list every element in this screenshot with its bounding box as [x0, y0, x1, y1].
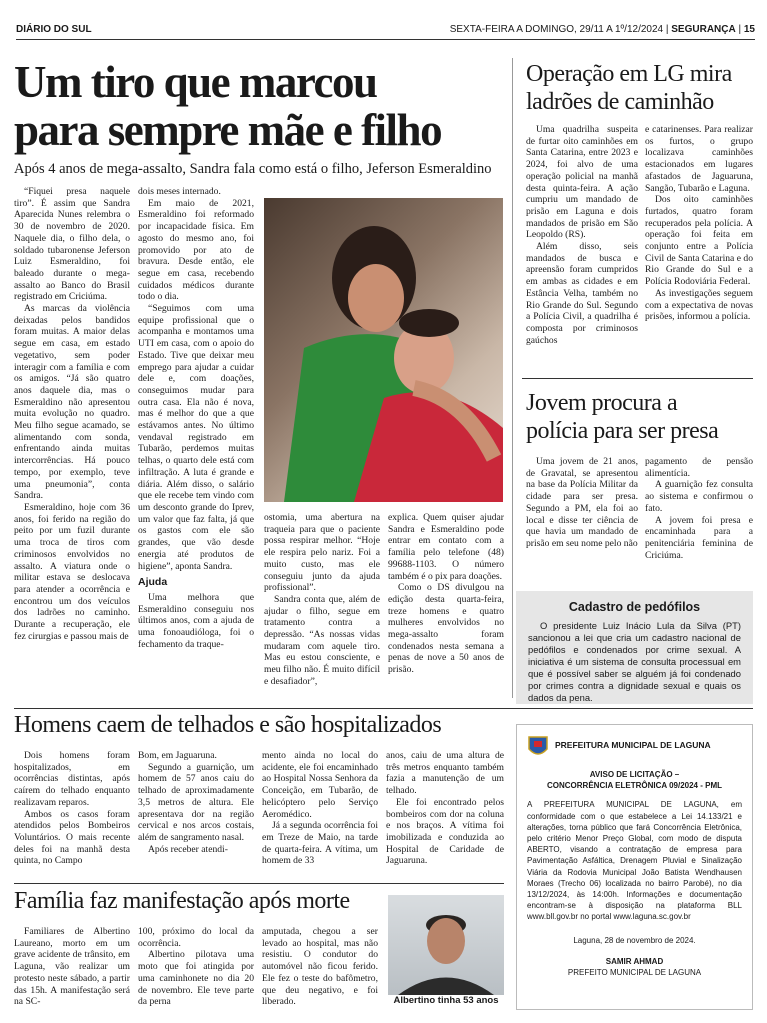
- portrait-photo: [388, 895, 504, 995]
- operacao-headline: [526, 60, 732, 116]
- licitacao-notice: [516, 724, 753, 1010]
- coat-of-arms-icon: [527, 733, 549, 759]
- paragraph: As marcas da violência deixadas pelos bandidos foram muitas. A maior delas segue em casa, em estado vegetativo, sem poder interagir com a família e com os amigos. “Já são quatro anos daquele dia, mas o Esmeraldino não apresentou muita evolução no quadro. Meu filho segue acamado, se alimentando com sonda, enfrentando ainda muitas intercorrências. Há pouco tempo, por exemplo, teve uma pneumonia”, conta Sandra.: [14, 303, 130, 502]
- jovem-col2: [645, 456, 753, 561]
- main-col2: [138, 186, 254, 650]
- paragraph: Uma quadrilha suspeita de furtar oito caminhões em Santa Catarina, entre 2023 e 2024, foi alvo de uma operação policial na manhã desta quinta-feira. A ação cumpriu um mandado de prisão em Laguna e dois mandados de prisão em São Leopoldo (RS).: [526, 124, 638, 241]
- main-col1: [14, 186, 130, 642]
- signer-role: PREFEITO MUNICIPAL DE LAGUNA: [567, 968, 702, 978]
- main-photo: [264, 198, 503, 502]
- main-headline-line1: Um tiro que marcou: [14, 57, 377, 107]
- newspaper-name: DIÁRIO DO SUL: [16, 24, 92, 35]
- paragraph: amputada, chegou a ser levado ao hospital, mas não resistiu. O condutor do automóvel não ficou ferido. Ele fez o teste do bafômetro, que deu negativo, e foi liberado.: [262, 926, 378, 1008]
- paragraph: Em maio de 2021, Esmeraldino foi reformado por incapacidade física. Em agosto do mesmo ano, foi promovido por ato de bravura. Desde então, ele segue em casa, recebendo cuidados médicos durante todo o dia.: [138, 197, 254, 303]
- paragraph: explica. Quem quiser ajudar Sandra e Esmeraldino pode entrar em contato com a família pelo telefone (48) 99688-1103. O número também é o pix para doações.: [388, 512, 504, 582]
- cadastro-title: Cadastro de pedófilos: [568, 600, 701, 614]
- paragraph: “Seguimos com uma equipe profissional que o acompanha e montamos uma UTI em casa, com o apoio do Estado. Tive que deixar meu emprego para ajudar a cuidar dele e, com doações, conseguimos mudar para outra casa. Ela não é nova, mas é melhor do que a que estávamos antes. No último vendaval registrado em Tubarão, perdemos muitas telhas, o quarto dele está com infiltração. A luta é grande e diária. Além disso, o salário que ele recebe tem vindo com um desconto grande do Iprev, um valor que faz falta, já que os gastos com ele são grandes, que vão desde energia até produtos de higiene”, aponta Sandra.: [138, 303, 254, 572]
- paragraph: Dois homens foram hospitalizados, em ocorrências distintas, após caírem do telhado enquanto realizavam reparos.: [14, 750, 130, 808]
- page-header: DIÁRIO DO SUL SEXTA-FEIRA A DOMINGO, 29/11 A 1º/12/2024 | SEGURANÇA | 15: [16, 22, 755, 40]
- paragraph: Uma melhora que Esmeraldino conseguiu nos últimos anos, com a ajuda de uma fonoaudióloga, foi o fechamento da traque-: [138, 591, 254, 650]
- paragraph: A guarnição fez consulta ao sistema e confirmou o fato.: [645, 479, 753, 514]
- jovem-headline-line1: Jovem procura a: [526, 390, 678, 416]
- paragraph: As investigações seguem com a expectativa de novas prisões, informou a polícia.: [645, 287, 753, 323]
- paragraph: Ambos os casos foram atendidos pelos Bombeiros Voluntários. O mais recente deles foi na manhã desta quinta, no Campo: [14, 808, 130, 867]
- jovem-headline: [526, 389, 718, 445]
- mother-son-photo: [264, 198, 503, 502]
- signer-name: SAMIR AHMAD: [605, 956, 664, 966]
- jovem-headline-line2: polícia para ser presa: [526, 418, 719, 444]
- homens-col1: [14, 750, 130, 867]
- main-col3: [264, 512, 380, 688]
- edition-date: SEXTA-FEIRA A DOMINGO, 29/11 A 1º/12/2024: [449, 24, 664, 35]
- section-rule: [14, 883, 504, 884]
- paragraph: Familiares de Albertino Laureano, morto em um grave acidente de trânsito, em Laguna, vão realizar um protesto neste sábado, a partir das 15h. A manifestação será na SC-: [14, 926, 130, 1008]
- notice-date: Laguna, 28 de novembro de 2024.: [573, 935, 696, 945]
- photo-caption: Albertino tinha 53 anos: [393, 995, 499, 1006]
- familia-col1: [14, 926, 130, 1008]
- main-headline: [14, 58, 441, 154]
- paragraph: Uma jovem de 21 anos, de Gravatal, se apresentou na base da Polícia Militar da cidade para ser presa. Segundo a PM, ela foi ao local e disse ter ciência de que havia um mandado de prisão em seu nome pelo não: [526, 456, 638, 549]
- subhead-ajuda: Ajuda: [138, 576, 168, 589]
- paragraph: dois meses internado.: [138, 186, 221, 197]
- notice-heading2: CONCORRÊNCIA ELETRÔNICA 09/2024 - PML: [547, 781, 722, 791]
- paragraph: pagamento de pensão alimentícia.: [645, 456, 753, 479]
- paragraph: Já a segunda ocorrência foi em Treze de Maio, na tarde de quarta-feira. A vítima, um homem de 33: [262, 820, 378, 867]
- page-number: 15: [743, 24, 755, 35]
- homens-col3: [262, 750, 378, 867]
- paragraph: Além disso, seis mandados de busca e apreensão foram cumpridos em ambas as cidades e em Estância Velha, também no Rio Grande do Sul. Segundo a Polícia Civil, a quadrilha é composta por criminosos gaúchos: [526, 241, 638, 346]
- paragraph: Ele foi encontrado pelos bombeiros com dor na coluna e nos braços. A vítima foi imobilizada e conduzida ao Hospital de Caridade de Jaguaruna.: [386, 796, 504, 867]
- homens-col2: [138, 750, 254, 855]
- main-headline-line2: para sempre mãe e filho: [14, 105, 442, 155]
- notice-body: A PREFEITURA MUNICIPAL DE LAGUNA, em conformidade com o que estabelece a Lei 14.133/21 e alterações, torna público que fará Concorrência Eletrônica, pelo critério Menor Preço Global, com modo de disputa ABERTO, visando a contratação de empresa para Pavimentação Asfáltica, Drenagem Pluvial e Sinalização Viária da Rodovia Municipal João Batista Wendhausen Moraes (Trecho 06) localizada no bairro Parobé), no dia 13/12/2024, às 14:00h. Informações e documentação encontram-se à disposição na plataforma BLL www.bll.gov.br no portal www.laguna.sc.gov.br: [527, 800, 742, 922]
- paragraph: 100, próximo do local da ocorrência.: [138, 926, 254, 949]
- jovem-col1: [526, 456, 638, 550]
- familia-col2: [138, 926, 254, 1008]
- paragraph: ostomia, uma abertura na traqueia para que o paciente possa respirar melhor. “Hoje ele respira pelo nariz. Foi a muito custo, mas ele conseguiu junto da ajuda profissional”.: [264, 512, 380, 594]
- paragraph: Dos oito caminhões furtados, quatro foram recuperados pela polícia. A operação foi feita em conjunto entre a Polícia Civil de Santa Catarina e do Rio Grande do Sul e a Polícia Rodoviária Federal.: [645, 194, 753, 288]
- familia-col3: [262, 926, 378, 1008]
- notice-heading1: AVISO DE LICITAÇÃO –: [589, 770, 680, 779]
- paragraph: e catarinenses. Para realizar os furtos, o grupo localizava caminhões estacionados em lugares afastados de Jaguaruna, Sangão, Tubarão e Laguna.: [645, 124, 753, 194]
- homens-headline: Homens caem de telhados e são hospitalizados: [14, 712, 442, 738]
- paragraph: Após receber atendi-: [148, 843, 228, 855]
- main-subtitle: Após 4 anos de mega-assalto, Sandra fala como está o filho, Jeferson Esmeraldino: [14, 161, 492, 177]
- paragraph: “Fiquei presa naquele tiro”. É assim que Sandra Aparecida Nunes relembra o 30 de novembro de 2020. Naquele dia, o filho dela, o soldado tubaronense Jeferson Luiz Esmeraldino, foi baleado durante o mega-assalto ao Banco do Brasil registrado em Criciúma.: [14, 186, 130, 303]
- operacao-headline-line2: ladrões de caminhão: [526, 89, 714, 115]
- paragraph: Como o DS divulgou na edição desta quarta-feira, treze homens e quatro mulheres envolvidos no mega-assalto foram condenados nesta semana a penas de nove a 50 anos de prisão.: [388, 582, 504, 676]
- cadastro-box: [516, 591, 753, 704]
- paragraph: Sandra conta que, além de ajudar o filho, segue em tratamento contra a depressão. “As nossas vidas mudaram com aquele tiro. Mas eu estou consciente, e meu filho não. É muito difícil e desafiador”,: [264, 593, 380, 687]
- column-divider: [512, 58, 513, 698]
- operacao-col2: [645, 124, 753, 323]
- paragraph: Esmeraldino, hoje com 36 anos, foi ferido na região do peito por um fuzil durante uma troca de tiros com criminosos envolvidos no assalto. A viatura onde o militar estava se deslocava para atender a ocorrência e encontrou um dos veículos dos ladrões no caminho. Durante a recuperação, ele fez cirurgias e passou mais de: [14, 501, 130, 642]
- albertino-photo: [388, 895, 504, 995]
- paragraph: anos, caiu de uma altura de três metros enquanto também fazia a manutenção de um telhado.: [386, 750, 504, 797]
- familia-headline: Família faz manifestação após morte: [14, 888, 350, 914]
- section-rule: [14, 708, 753, 709]
- paragraph: Bom, em Jaguaruna.: [138, 750, 217, 761]
- section-rule: [522, 378, 753, 379]
- operacao-col1: [526, 124, 638, 346]
- cadastro-text: O presidente Luiz Inácio Lula da Silva (PT) sancionou a lei que cria um cadastro nacional de pedófilos e condenados por crime sexual. A iniciativa é um sistema de consulta processual em que é possível saber se alguém já foi condenado por crimes contra a dignidade sexual e quais os dados da pena.: [528, 620, 741, 703]
- operacao-headline-line1: Operação em LG mira: [526, 61, 732, 87]
- homens-col4: [386, 750, 504, 867]
- paragraph: mento ainda no local do acidente, ele foi encaminhado ao Hospital Nossa Senhora da Conceição, em Tubarão, de helicóptero pelo Serviço Aeromédico.: [262, 750, 378, 820]
- section-name: SEGURANÇA: [671, 24, 736, 35]
- paragraph: Albertino pilotava uma moto que foi atingida por uma caminhonete no dia 20 de novembro. Ele teve parte da perna: [138, 949, 254, 1008]
- paragraph: Segundo a guarnição, um homem de 57 anos caiu do telhado de aproximadamente 3,5 metros de altura. Ele apresentava dor na região cervical e nos arcos costais, além de sangramento nasal.: [138, 761, 254, 843]
- prefeitura-name: PREFEITURA MUNICIPAL DE LAGUNA: [555, 740, 711, 751]
- paragraph: A jovem foi presa e encaminhada para a penitenciária feminina de Criciúma.: [645, 514, 753, 561]
- main-col4: [388, 512, 504, 676]
